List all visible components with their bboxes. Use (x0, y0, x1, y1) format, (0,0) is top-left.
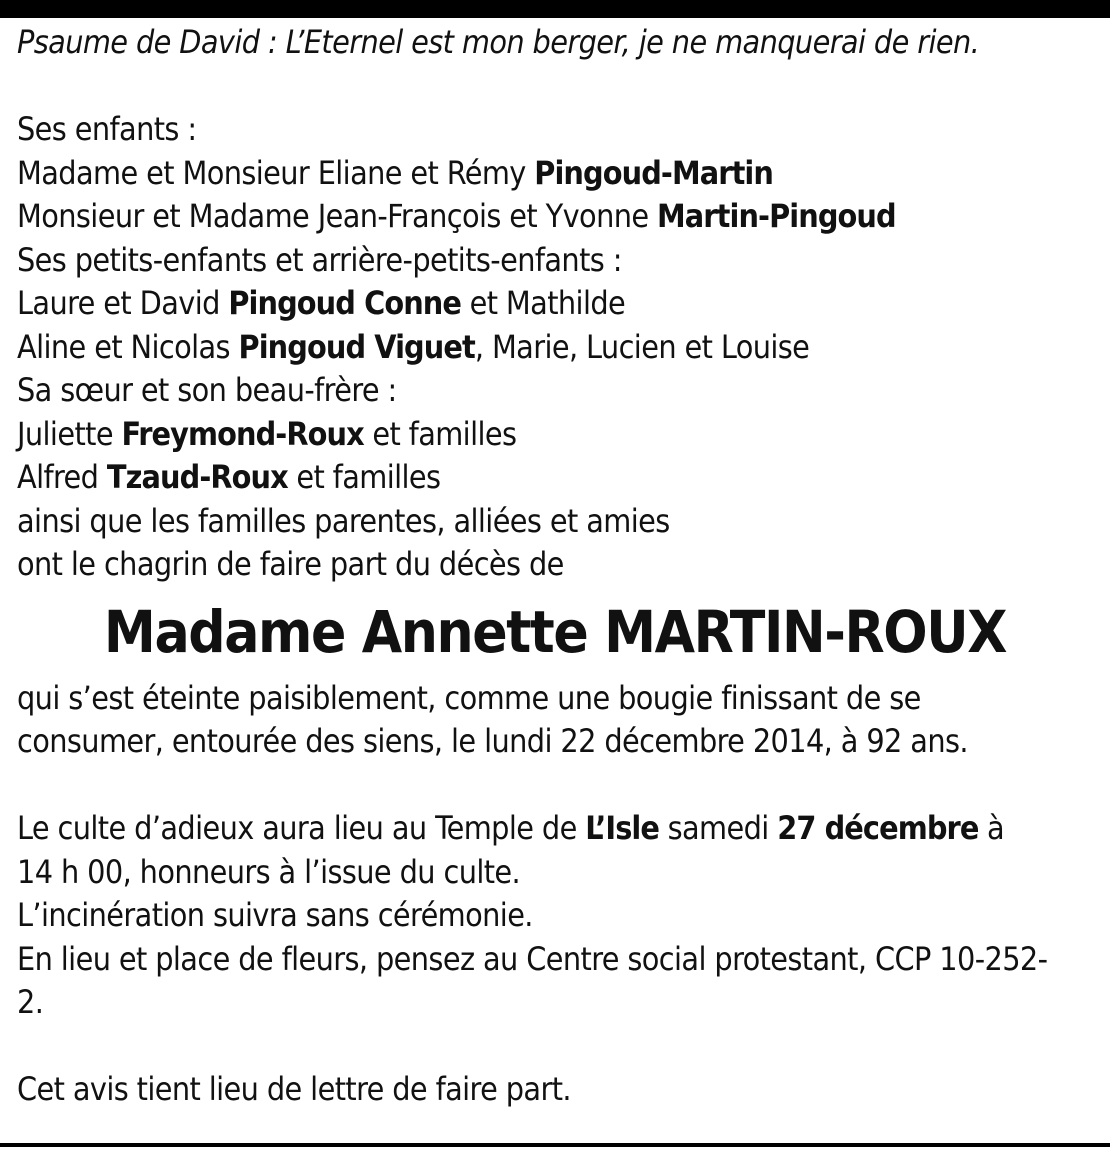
grandchild-prefix: Laure et David (17, 284, 229, 322)
service-time-line: 14 h 00, honneurs à l’issue du culte. (17, 852, 521, 891)
deceased-name: Madame Annette MARTIN-ROUX (103, 597, 1007, 666)
sibling-line (17, 413, 1097, 457)
service-prefix: Le culte d’adieux aura lieu au Temple de (17, 809, 586, 847)
death-text-line: consumer, entourée des siens, le lundi 22 décembre 2014, à 92 ans. (17, 722, 968, 760)
grandchild-line (17, 326, 1097, 370)
family-name: Tzaud-Roux (106, 458, 288, 496)
child-prefix: Madame et Monsieur Eliane et Rémy (17, 153, 535, 192)
family-name: Pingoud Viguet (238, 327, 475, 366)
obituary-notice (17, 21, 1097, 1112)
grandchildren-heading: Ses petits-enfants et arrière-petits-enfants : (17, 240, 622, 279)
sibling-suffix: et familles (287, 458, 441, 496)
sibling-prefix: Alfred (17, 458, 107, 496)
grandchild-line (17, 282, 1097, 326)
family-name: Martin-Pingoud (657, 197, 896, 235)
sibling-line (17, 456, 1097, 500)
top-border-rule (0, 0, 1110, 18)
spacer (17, 764, 1097, 808)
service-line (17, 807, 1097, 851)
announcement-line: ont le chagrin de faire part du décès de (17, 545, 564, 583)
sibling-suffix: et familles (363, 414, 517, 453)
grandchild-prefix: Aline et Nicolas (17, 327, 239, 366)
spacer (17, 1025, 1097, 1069)
spacer (17, 65, 1097, 109)
family-name: Freymond-Roux (121, 414, 364, 453)
death-text-line: qui s’est éteinte paisiblement, comme une bougie finissant de se (17, 678, 921, 717)
children-heading: Ses enfants : (17, 110, 197, 148)
child-prefix: Monsieur et Madame Jean-François et Yvonne (17, 197, 658, 235)
cremation-line: L’incinération suivra sans cérémonie. (17, 896, 533, 934)
family-name: Pingoud-Martin (534, 153, 773, 192)
closing-line: Cet avis tient lieu de lettre de faire part. (17, 1070, 571, 1108)
child-line (17, 152, 1097, 196)
family-name: Pingoud Conne (228, 284, 462, 322)
flowers-line-continued: 2. (17, 983, 44, 1021)
sibling-prefix: Juliette (17, 414, 122, 453)
grandchild-suffix: et Mathilde (461, 284, 626, 322)
grandchild-suffix: , Marie, Lucien et Louise (474, 327, 810, 366)
siblings-heading: Sa sœur et son beau-frère : (17, 371, 397, 409)
service-suffix: à (978, 809, 1005, 847)
service-place: L’Isle (585, 809, 660, 847)
flowers-line: En lieu et place de fleurs, pensez au Centre social protestant, CCP 10-252- (17, 939, 1048, 978)
service-date: 27 décembre (777, 809, 979, 847)
child-line (17, 195, 1097, 239)
service-mid: samedi (659, 809, 778, 847)
families-line: ainsi que les familles parentes, alliées et amies (17, 501, 670, 540)
psalm-quote: Psaume de David : L’Eternel est mon berger, je ne manquerai de rien. (17, 23, 980, 61)
bottom-border-rule (0, 1143, 1110, 1147)
